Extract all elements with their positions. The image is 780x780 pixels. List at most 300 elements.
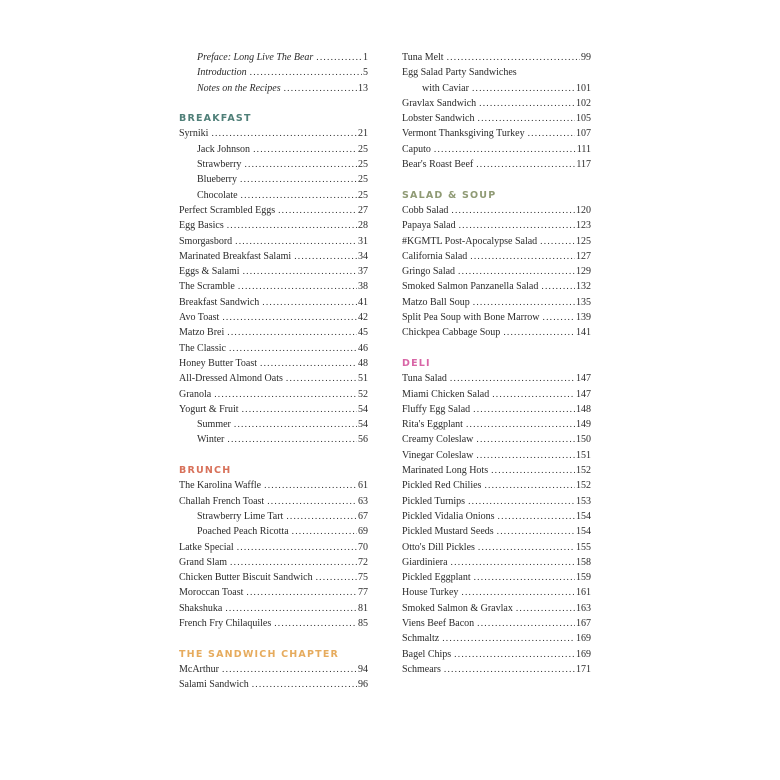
deli-entry-list bbox=[402, 371, 591, 677]
toc-dot-leader bbox=[241, 189, 357, 203]
toc-dot-leader bbox=[238, 280, 357, 294]
toc-entry-title: The Scramble bbox=[179, 281, 235, 293]
toc-entry-title: Caputo bbox=[402, 143, 431, 155]
toc-dot-leader bbox=[516, 602, 575, 616]
toc-entry-title: Latke Special bbox=[179, 541, 234, 553]
toc-entry-title: Pickled Turnips bbox=[402, 495, 466, 507]
toc-entry bbox=[179, 570, 368, 585]
toc-entry bbox=[179, 81, 368, 96]
toc-dot-leader bbox=[214, 388, 357, 402]
toc-dot-leader bbox=[222, 311, 357, 325]
toc-entry-title: Otto's Dill Pickles bbox=[402, 541, 475, 553]
toc-page-number: 159 bbox=[576, 572, 591, 584]
toc-entry-title: Summer bbox=[197, 419, 231, 431]
toc-dot-leader bbox=[316, 51, 362, 65]
toc-entry-title: Strawberry bbox=[197, 159, 242, 171]
toc-entry-title: California Salad bbox=[402, 250, 468, 262]
toc-entry-title: Avo Toast bbox=[179, 312, 220, 324]
breakfast-entry-list bbox=[179, 126, 368, 447]
toc-entry-title: Miami Chicken Salad bbox=[402, 388, 490, 400]
toc-dot-leader bbox=[252, 678, 357, 692]
toc-entry bbox=[179, 172, 368, 187]
toc-dot-leader bbox=[292, 525, 357, 539]
toc-entry-title: Marinated Breakfast Salami bbox=[179, 250, 292, 262]
toc-entry-title: Gringo Salad bbox=[402, 266, 456, 278]
toc-entry-title: Cobb Salad bbox=[402, 204, 449, 216]
toc-dot-leader bbox=[479, 97, 575, 111]
toc-entry-title: Eggs & Salami bbox=[179, 266, 240, 278]
toc-entry bbox=[179, 126, 368, 141]
toc-entry bbox=[179, 662, 368, 677]
toc-entry bbox=[179, 188, 368, 203]
toc-dot-leader bbox=[284, 82, 357, 96]
toc-dot-leader bbox=[477, 617, 575, 631]
toc-dot-leader bbox=[316, 571, 357, 585]
toc-page-number: 41 bbox=[358, 296, 368, 308]
toc-entry-title: Honey Butter Toast bbox=[179, 357, 257, 369]
toc-entry bbox=[402, 478, 591, 493]
section-heading-sandwich: THE SANDWICH CHAPTER bbox=[179, 648, 340, 660]
toc-entry-title: Vermont Thanksgiving Turkey bbox=[402, 128, 525, 140]
toc-entry-title: Split Pea Soup with Bone Marrow bbox=[402, 312, 540, 324]
toc-entry-title: Pickled Red Chilies bbox=[402, 480, 482, 492]
toc-dot-leader bbox=[451, 204, 575, 218]
toc-entry-title: with Caviar bbox=[422, 82, 469, 94]
toc-entry-title: Perfect Scrambled Eggs bbox=[179, 204, 276, 216]
toc-dot-leader bbox=[543, 311, 576, 325]
toc-dot-leader bbox=[260, 357, 357, 371]
toc-entry bbox=[402, 295, 591, 310]
toc-dot-leader bbox=[225, 602, 357, 616]
toc-entry bbox=[179, 478, 368, 493]
toc-page-number: 101 bbox=[576, 82, 591, 94]
toc-page-number: 21 bbox=[358, 128, 368, 140]
toc-entry-title: Viens Beef Bacon bbox=[402, 617, 475, 629]
toc-entry-title: Breakfast Sandwich bbox=[179, 296, 260, 308]
toc-dot-leader bbox=[264, 479, 357, 493]
toc-dot-leader bbox=[528, 127, 575, 141]
toc-entry-title: The Classic bbox=[179, 342, 226, 354]
sandwich-continued-entry-list bbox=[402, 50, 591, 172]
toc-dot-leader bbox=[434, 143, 576, 157]
toc-entry bbox=[402, 279, 591, 294]
toc-entry bbox=[179, 341, 368, 356]
toc-page-number: 105 bbox=[576, 113, 591, 125]
toc-dot-leader bbox=[286, 372, 357, 386]
toc-dot-leader bbox=[230, 556, 357, 570]
toc-page-number: 147 bbox=[576, 388, 591, 400]
toc-page-number: 141 bbox=[576, 327, 591, 339]
toc-entry-title: Smoked Salmon Panzanella Salad bbox=[402, 281, 539, 293]
toc-page-number: 48 bbox=[358, 357, 368, 369]
toc-entry bbox=[179, 555, 368, 570]
toc-page-number: 5 bbox=[363, 67, 368, 79]
toc-page-number: 120 bbox=[576, 204, 591, 216]
toc-page-number: 111 bbox=[576, 143, 591, 155]
toc-page-number: 153 bbox=[576, 495, 591, 507]
toc-entry bbox=[179, 509, 368, 524]
toc-dot-leader bbox=[253, 143, 357, 157]
toc-page-number: 85 bbox=[358, 617, 368, 629]
front-matter-list bbox=[179, 50, 368, 96]
toc-entry bbox=[179, 234, 368, 249]
toc-page-number: 147 bbox=[576, 373, 591, 385]
toc-dot-leader bbox=[450, 372, 575, 386]
toc-entry bbox=[402, 96, 591, 111]
toc-entry-title: McArthur bbox=[179, 663, 219, 675]
toc-dot-leader bbox=[541, 280, 575, 294]
toc-page-number: 154 bbox=[576, 526, 591, 538]
toc-page-number: 152 bbox=[576, 465, 591, 477]
toc-entry-title: Pickled Vidalia Onions bbox=[402, 510, 495, 522]
toc-dot-leader bbox=[250, 66, 362, 80]
toc-dot-leader bbox=[540, 235, 575, 249]
toc-page-number: 155 bbox=[576, 541, 591, 553]
toc-dot-leader bbox=[468, 495, 575, 509]
toc-entry bbox=[402, 524, 591, 539]
toc-dot-leader bbox=[274, 617, 357, 631]
section-heading-salad-soup: SALAD & SOUP bbox=[402, 189, 497, 201]
toc-entry bbox=[402, 264, 591, 279]
toc-entry-title: Schmears bbox=[402, 663, 441, 675]
toc-entry bbox=[402, 111, 591, 126]
toc-dot-leader bbox=[492, 388, 575, 402]
toc-page-number: 25 bbox=[358, 174, 368, 186]
toc-page-number: 151 bbox=[576, 449, 591, 461]
toc-page-number: 149 bbox=[576, 419, 591, 431]
toc-page-number: 75 bbox=[358, 572, 368, 584]
toc-entry bbox=[402, 218, 591, 233]
toc-entry bbox=[179, 601, 368, 616]
toc-dot-leader bbox=[447, 51, 580, 65]
toc-entry-title: Creamy Coleslaw bbox=[402, 434, 474, 446]
toc-page-number: 117 bbox=[576, 159, 591, 171]
toc-entry bbox=[179, 50, 368, 65]
toc-entry bbox=[179, 264, 368, 279]
toc-page-number: 135 bbox=[576, 296, 591, 308]
toc-entry bbox=[179, 310, 368, 325]
toc-dot-leader bbox=[222, 663, 357, 677]
toc-dot-leader bbox=[262, 296, 357, 310]
toc-entry-title: Introduction bbox=[197, 67, 247, 79]
toc-entry bbox=[402, 647, 591, 662]
toc-dot-leader bbox=[476, 158, 575, 172]
section-heading-brunch: BRUNCH bbox=[179, 465, 232, 477]
toc-page-number: 158 bbox=[576, 556, 591, 568]
toc-page-number: 25 bbox=[358, 159, 368, 171]
toc-entry bbox=[402, 371, 591, 386]
toc-entry bbox=[179, 402, 368, 417]
toc-dot-leader bbox=[286, 510, 357, 524]
toc-entry-title: Marinated Long Hots bbox=[402, 465, 489, 477]
toc-entry-title: Salami Sandwich bbox=[179, 679, 249, 691]
toc-page-number: 148 bbox=[576, 403, 591, 415]
toc-dot-leader bbox=[211, 127, 357, 141]
toc-entry bbox=[179, 249, 368, 264]
toc-entry-title: Poached Peach Ricotta bbox=[197, 526, 289, 538]
toc-entry-title: Preface: Long Live The Bear bbox=[197, 52, 314, 63]
toc-page-number: 1 bbox=[363, 52, 368, 63]
toc-dot-leader bbox=[242, 403, 357, 417]
toc-page-number: 25 bbox=[358, 189, 368, 201]
toc-page-number: 150 bbox=[576, 434, 591, 446]
toc-entry bbox=[402, 494, 591, 509]
toc-entry bbox=[402, 81, 591, 96]
toc-entry bbox=[402, 142, 591, 157]
toc-page-number: 161 bbox=[576, 587, 591, 599]
toc-page-number: 163 bbox=[576, 602, 591, 614]
toc-entry-title: Blueberry bbox=[197, 174, 237, 186]
toc-page-number: 46 bbox=[358, 342, 368, 354]
toc-page-number: 54 bbox=[358, 419, 368, 431]
toc-entry-title: Pickled Mustard Seeds bbox=[402, 526, 494, 538]
toc-entry bbox=[179, 585, 368, 600]
toc-entry-title: Granola bbox=[179, 388, 212, 400]
toc-dot-leader bbox=[229, 342, 357, 356]
toc-page-number: 37 bbox=[358, 266, 368, 278]
toc-entry bbox=[179, 432, 368, 447]
toc-page-number: 127 bbox=[576, 250, 591, 262]
toc-page-number: 139 bbox=[576, 312, 591, 324]
toc-dot-leader bbox=[459, 219, 575, 233]
toc-entry-title: Vinegar Coleslaw bbox=[402, 449, 474, 461]
toc-dot-leader bbox=[498, 510, 575, 524]
toc-entry bbox=[402, 448, 591, 463]
toc-entry bbox=[179, 295, 368, 310]
toc-dot-leader bbox=[442, 632, 575, 646]
toc-entry bbox=[402, 555, 591, 570]
toc-entry bbox=[402, 402, 591, 417]
toc-entry bbox=[402, 249, 591, 264]
toc-entry-title: Bagel Chips bbox=[402, 648, 452, 660]
toc-page-number: 69 bbox=[358, 526, 368, 538]
toc-entry bbox=[179, 494, 368, 509]
toc-page-number: 72 bbox=[358, 556, 368, 568]
toc-entry-title: Schmaltz bbox=[402, 633, 440, 645]
toc-entry-title: Shakshuka bbox=[179, 602, 223, 614]
toc-entry-title: Bear's Roast Beef bbox=[402, 159, 474, 171]
sandwich-entry-list bbox=[179, 662, 368, 693]
brunch-entry-list bbox=[179, 478, 368, 631]
toc-entry-title: All-Dressed Almond Oats bbox=[179, 373, 283, 385]
toc-dot-leader bbox=[491, 464, 575, 478]
toc-entry-title: Challah French Toast bbox=[179, 495, 265, 507]
toc-page-number: 63 bbox=[358, 495, 368, 507]
salad-soup-entry-list bbox=[402, 203, 591, 341]
toc-entry bbox=[402, 540, 591, 555]
toc-page-number: 169 bbox=[576, 633, 591, 645]
toc-entry-title: Gravlax Sandwich bbox=[402, 97, 477, 109]
toc-entry-title: The Karolina Waffle bbox=[179, 480, 262, 492]
toc-dot-leader bbox=[227, 219, 357, 233]
toc-entry-title: Syrniki bbox=[179, 128, 209, 140]
toc-page-number: 34 bbox=[358, 250, 368, 262]
toc-entry-title: Rita's Eggplant bbox=[402, 419, 463, 431]
toc-dot-leader bbox=[466, 418, 575, 432]
toc-entry bbox=[179, 325, 368, 340]
toc-page-number: 54 bbox=[358, 403, 368, 415]
toc-entry bbox=[402, 203, 591, 218]
toc-page-number: 61 bbox=[358, 480, 368, 492]
toc-dot-leader bbox=[451, 556, 575, 570]
toc-entry-title: Egg Salad Party Sandwiches bbox=[402, 67, 517, 79]
toc-page-number: 132 bbox=[576, 281, 591, 293]
toc-page-number: 13 bbox=[358, 82, 368, 94]
toc-page-number: 152 bbox=[576, 480, 591, 492]
toc-entry bbox=[402, 325, 591, 340]
toc-dot-leader bbox=[478, 112, 576, 126]
toc-page-number: 27 bbox=[358, 204, 368, 216]
toc-entry-title: Winter bbox=[197, 434, 225, 446]
toc-dot-leader bbox=[503, 326, 575, 340]
toc-entry-title: Smoked Salmon & Gravlax bbox=[402, 602, 513, 614]
toc-dot-leader bbox=[294, 250, 357, 264]
toc-dot-leader bbox=[227, 326, 357, 340]
toc-entry-title: Jack Johnson bbox=[197, 143, 251, 155]
toc-page-number: 28 bbox=[358, 220, 368, 232]
toc-dot-leader bbox=[476, 433, 575, 447]
toc-entry-title: Notes on the Recipes bbox=[197, 82, 281, 94]
toc-entry-title: House Turkey bbox=[402, 587, 459, 599]
toc-entry bbox=[179, 540, 368, 555]
toc-entry bbox=[402, 570, 591, 585]
toc-entry-title: Grand Slam bbox=[179, 556, 228, 568]
toc-entry-title: Yogurt & Fruit bbox=[179, 403, 239, 415]
toc-entry bbox=[179, 279, 368, 294]
toc-entry-title: Tuna Salad bbox=[402, 373, 447, 385]
toc-entry bbox=[402, 310, 591, 325]
toc-entry bbox=[402, 126, 591, 141]
toc-page-number: 99 bbox=[581, 52, 591, 63]
toc-entry-title: Moroccan Toast bbox=[179, 587, 244, 599]
toc-dot-leader bbox=[476, 449, 575, 463]
toc-page-number: 102 bbox=[576, 97, 591, 109]
toc-dot-leader bbox=[473, 403, 575, 417]
toc-page-number: 169 bbox=[576, 648, 591, 660]
toc-dot-leader bbox=[444, 663, 575, 677]
toc-entry bbox=[179, 387, 368, 402]
toc-entry bbox=[179, 371, 368, 386]
toc-page-number: 94 bbox=[358, 663, 368, 675]
toc-entry-title: Lobster Sandwich bbox=[402, 113, 475, 125]
toc-dot-leader bbox=[227, 433, 357, 447]
toc-entry bbox=[179, 157, 368, 172]
toc-dot-leader bbox=[246, 586, 357, 600]
toc-dot-leader bbox=[472, 82, 575, 96]
toc-dot-leader bbox=[474, 571, 575, 585]
toc-entry-title: Smorgasbord bbox=[179, 235, 233, 247]
toc-entry bbox=[402, 631, 591, 646]
toc-entry bbox=[179, 356, 368, 371]
toc-page-number: 77 bbox=[358, 587, 368, 599]
toc-page-number: 125 bbox=[576, 235, 591, 247]
toc-page-number: 56 bbox=[358, 434, 368, 446]
toc-page-number: 107 bbox=[576, 128, 591, 140]
toc-entry bbox=[402, 387, 591, 402]
toc-page-number: 45 bbox=[358, 327, 368, 339]
toc-entry bbox=[402, 662, 591, 677]
toc-dot-leader bbox=[234, 418, 357, 432]
section-heading-breakfast: BREAKFAST bbox=[179, 113, 252, 125]
toc-entry-title: Chocolate bbox=[197, 189, 238, 201]
toc-entry bbox=[402, 585, 591, 600]
toc-page-number: 67 bbox=[358, 510, 368, 522]
toc-dot-leader bbox=[458, 265, 575, 279]
toc-page-number: 52 bbox=[358, 388, 368, 400]
toc-entry bbox=[179, 524, 368, 539]
toc-entry bbox=[179, 203, 368, 218]
toc-page-number: 38 bbox=[358, 281, 368, 293]
toc-entry-title: Fluffy Egg Salad bbox=[402, 403, 471, 415]
toc-entry bbox=[402, 234, 591, 249]
toc-dot-leader bbox=[454, 648, 575, 662]
toc-entry bbox=[179, 218, 368, 233]
toc-entry-title: Egg Basics bbox=[179, 220, 224, 232]
toc-entry bbox=[179, 417, 368, 432]
toc-entry bbox=[402, 509, 591, 524]
toc-dot-leader bbox=[461, 586, 575, 600]
toc-dot-leader bbox=[473, 296, 575, 310]
toc-page-number: 154 bbox=[576, 510, 591, 522]
toc-page-number: 81 bbox=[358, 602, 368, 614]
toc-dot-leader bbox=[470, 250, 575, 264]
toc-right-column bbox=[402, 50, 591, 677]
toc-entry-title: Matzo Brei bbox=[179, 327, 225, 339]
toc-page-number: 171 bbox=[576, 663, 591, 675]
toc-page-number: 31 bbox=[358, 235, 368, 247]
toc-page-number: 129 bbox=[576, 266, 591, 278]
toc-entry bbox=[179, 142, 368, 157]
toc-entry bbox=[179, 65, 368, 80]
toc-dot-leader bbox=[237, 541, 357, 555]
toc-dot-leader bbox=[267, 495, 357, 509]
toc-dot-leader bbox=[497, 525, 575, 539]
toc-entry-title: Matzo Ball Soup bbox=[402, 296, 470, 308]
toc-entry-title: Giardiniera bbox=[402, 556, 448, 568]
toc-dot-leader bbox=[244, 158, 357, 172]
toc-left-column bbox=[179, 50, 368, 692]
toc-entry-title: Pickled Eggplant bbox=[402, 572, 471, 584]
toc-page-number: 51 bbox=[358, 373, 368, 385]
toc-entry bbox=[402, 432, 591, 447]
toc-entry bbox=[402, 65, 591, 80]
toc-page-number: 96 bbox=[358, 679, 368, 691]
toc-page-number: 70 bbox=[358, 541, 368, 553]
toc-entry bbox=[179, 677, 368, 692]
toc-entry bbox=[179, 616, 368, 631]
toc-entry-title: #KGMTL Post-Apocalypse Salad bbox=[402, 235, 538, 247]
toc-dot-leader bbox=[478, 541, 575, 555]
toc-entry bbox=[402, 417, 591, 432]
toc-page-number: 167 bbox=[576, 617, 591, 629]
toc-entry-title: Chicken Butter Biscuit Sandwich bbox=[179, 572, 313, 584]
section-heading-deli: DELI bbox=[402, 357, 431, 369]
toc-entry bbox=[402, 601, 591, 616]
toc-dot-leader bbox=[240, 173, 357, 187]
toc-entry bbox=[402, 463, 591, 478]
toc-entry-title: Papaya Salad bbox=[402, 220, 456, 232]
toc-dot-leader bbox=[484, 479, 575, 493]
toc-entry-title: Tuna Melt bbox=[402, 52, 444, 63]
toc-entry bbox=[402, 157, 591, 172]
toc-entry bbox=[402, 50, 591, 65]
toc-entry bbox=[402, 616, 591, 631]
toc-entry-title: Chickpea Cabbage Soup bbox=[402, 327, 501, 339]
toc-page-number: 42 bbox=[358, 312, 368, 324]
toc-entry-title: Strawberry Lime Tart bbox=[197, 510, 284, 522]
toc-page-number: 25 bbox=[358, 143, 368, 155]
toc-dot-leader bbox=[278, 204, 357, 218]
